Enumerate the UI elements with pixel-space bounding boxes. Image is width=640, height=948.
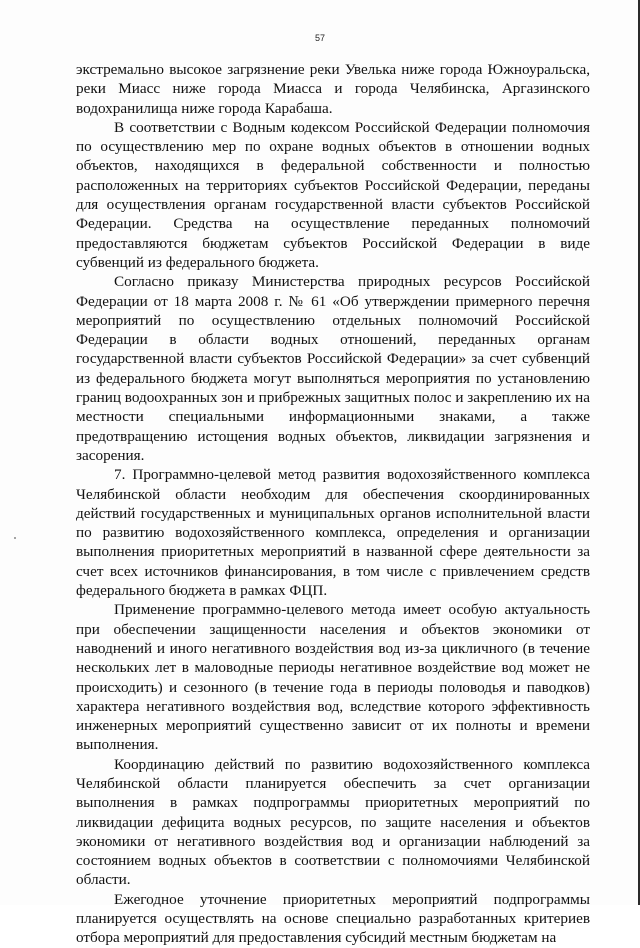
paragraph-coordination: Координацию действий по развитию водохозяйственного комплекса Челябинской области планируется обеспечить за счет организации выполнения в рамках подпрограммы приоритетных мероприятий по ликвидации дефицита водных ресурсов, по защите населения и объектов экономики от негативного воздействия вод и организации наблюдений за состоянием водных объектов в соответствии с полномочиями Челябинской области. [76, 755, 590, 889]
paragraph-continuation: экстремально высокое загрязнение реки Увелька ниже города Южноуральска, реки Миасс ниже города Миасса и города Челябинска, Аргазинского водохранилища ниже города Карабаша. [76, 61, 590, 117]
paragraph-program-relevance: Применение программно-целевого метода имеет особую актуальность при обеспечении защищенности населения и объектов экономики от наводнений и иного негативного воздействия вод из-за цикличного (в течение нескольких лет в маловодные периоды негативное воздействие вод может не происходить) и сезонного (в течение года в периоды половодья и паводков) характера негативного воздействия вод, вследствие которого эффективность инженерных мероприятий существенно зависит от их полноты и времени выполнения. [76, 601, 590, 754]
paragraph-ministry-order: Согласно приказу Министерства природных ресурсов Российской Федерации от 18 марта 2008 г. № 61 «Об утверждении примерного перечня мероприятий по осуществлению отдельных полномочий Российской Федерации в области водных отношений, переданных органам государственной власти субъектов Российской Федерации» за счет субвенций из федерального бюджета могут выполняться мероприятия по установлению границ водоохранных зон и прибрежных защитных полос и закреплению их на местности специальными информационными знаками, а также предотвращению истощения водных объектов, ликвидации загрязнения и засорения. [76, 273, 590, 464]
page-number: 57 [314, 33, 325, 43]
paragraph-program-method: 7. Программно-целевой метод развития водохозяйственного комплекса Челябинской области необходим для обеспечения скоординированных действий государственных и муниципальных органов исполнительной власти по развитию водохозяйственного комплекса, определения и организации выполнения приоритетных мероприятий в названной сфере деятельности за счет всех источников финансирования, в том числе с привлечением средств федерального бюджета в рамках ФЦП. [76, 466, 590, 600]
scan-artifact [14, 537, 16, 539]
paragraph-annual-update: Ежегодное уточнение приоритетных мероприятий подпрограммы планируется осуществлять на основе специально разработанных критериев отбора мероприятий для предоставления субсидий местным бюджетам на [76, 890, 590, 947]
paragraph-water-code: В соответствии с Водным кодексом Российской Федерации полномочия по осуществлению мер по охране водных объектов в отношении водных объектов, находящихся в федеральной собственности и полностью расположенных на территориях субъектов Российской Федерации, переданы для осуществления органам государственной власти субъектов Российской Федерации. Средства на осуществление переданных полномочий предоставляются бюджетам субъектов Российской Федерации в виде субвенций из федерального бюджета. [76, 118, 590, 271]
document-body [76, 60, 590, 948]
